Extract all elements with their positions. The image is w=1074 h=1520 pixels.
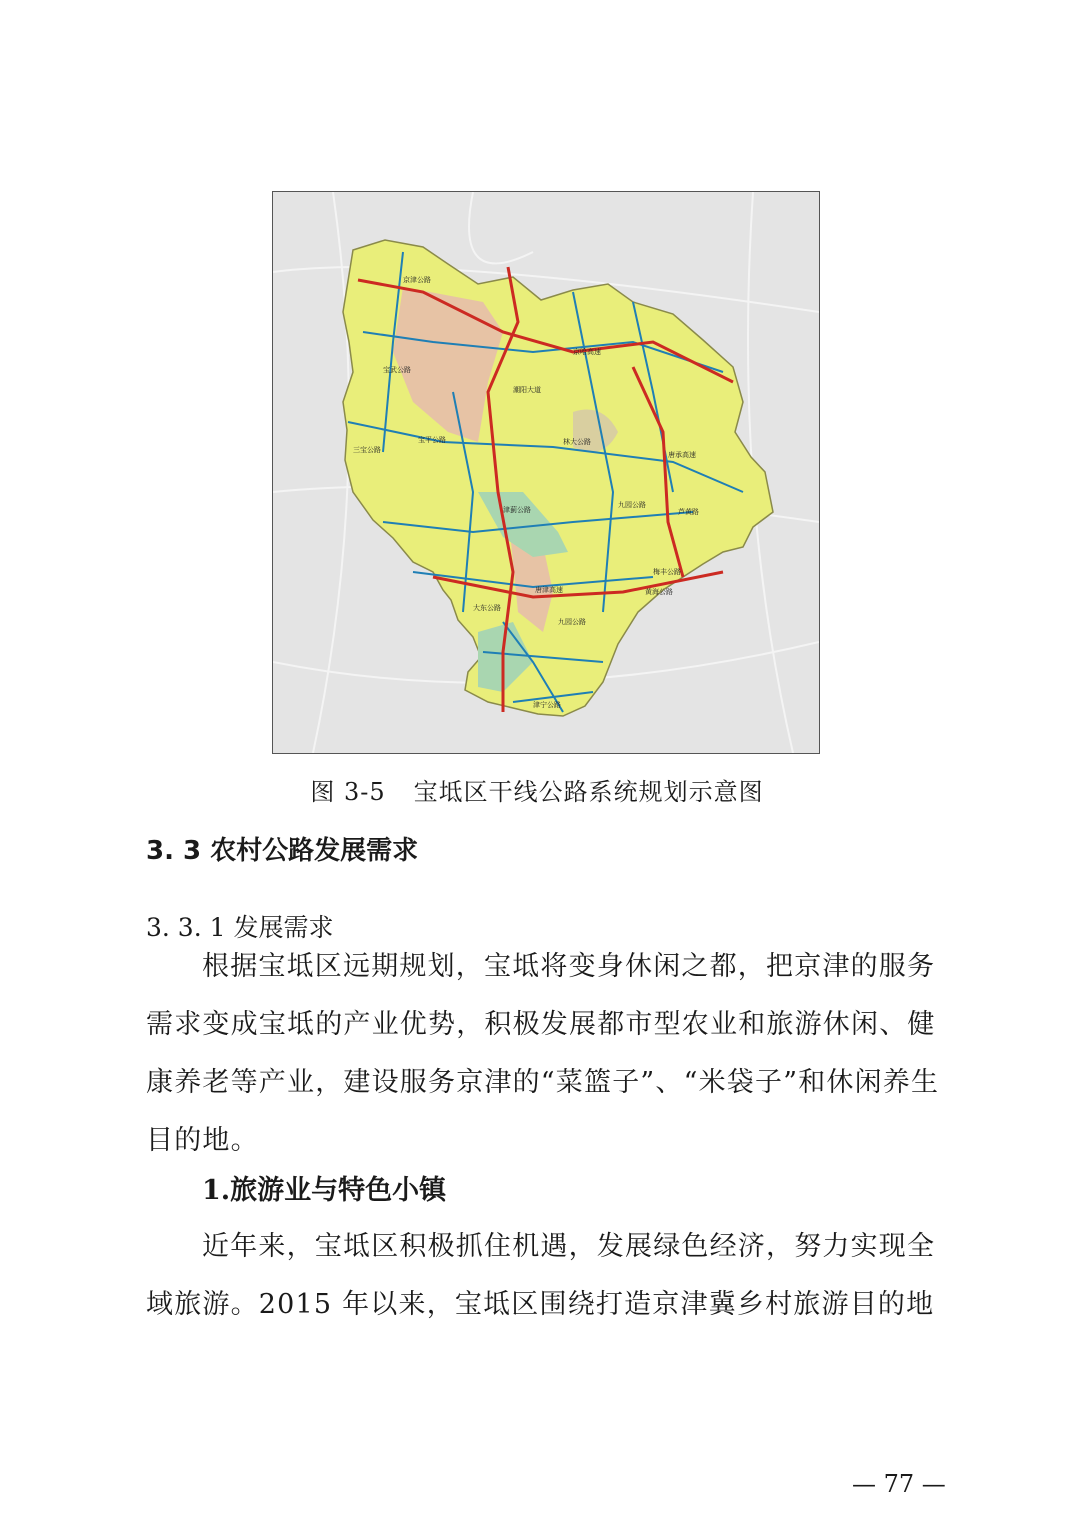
- road-label: 京哈高速: [573, 348, 601, 356]
- road-label: 唐承高速: [668, 451, 696, 459]
- road-label: 宝平公路: [418, 436, 446, 444]
- road-plan-map: [273, 192, 819, 753]
- road-label: 潮阳大道: [513, 386, 541, 394]
- body-paragraph: 近年来，宝坻区积极抓住机遇，发展绿色经济，努力实现全域旅游。2015 年以来，宝坻区围绕打造京津冀乡村旅游目的地: [146, 1231, 936, 1320]
- road-label: 京津公路: [403, 276, 431, 284]
- topic-heading: 1.旅游业与特色小镇: [202, 1175, 447, 1206]
- road-label: 芦黄路: [678, 508, 699, 516]
- subsection-heading: 3. 3. 1 发展需求: [146, 913, 334, 942]
- figure-caption: [0, 772, 1074, 807]
- road-label: 津宁公路: [533, 701, 561, 709]
- road-label: 唐津高速: [535, 586, 563, 594]
- road-label: 林大公路: [563, 438, 591, 446]
- road-label: 津蓟公路: [503, 506, 531, 514]
- page-number: — 77 —: [852, 1470, 946, 1498]
- section-heading: 3. 3 农村公路发展需求: [146, 836, 419, 866]
- road-label: 三宝公路: [353, 446, 381, 454]
- figure-title: 宝坻区干线公路系统规划示意图: [413, 778, 764, 806]
- road-label: 黄海公路: [645, 588, 673, 596]
- road-label: 宝武公路: [383, 366, 411, 374]
- map-figure: [272, 191, 820, 754]
- body-paragraph: 根据宝坻区远期规划，宝坻将变身休闲之都，把京津的服务需求变成宝坻的产业优势，积极发展都市型农业和旅游休闲、健康养老等产业，建设服务京津的“菜篮子”、“米袋子”和休闲养生目的地。: [146, 951, 940, 1156]
- road-label: 梅丰公路: [653, 568, 681, 576]
- road-label: 大东公路: [473, 604, 501, 612]
- road-label: 九园公路: [558, 618, 586, 626]
- road-label: 九园公路: [618, 501, 646, 509]
- figure-number: 图 3-5: [310, 778, 386, 806]
